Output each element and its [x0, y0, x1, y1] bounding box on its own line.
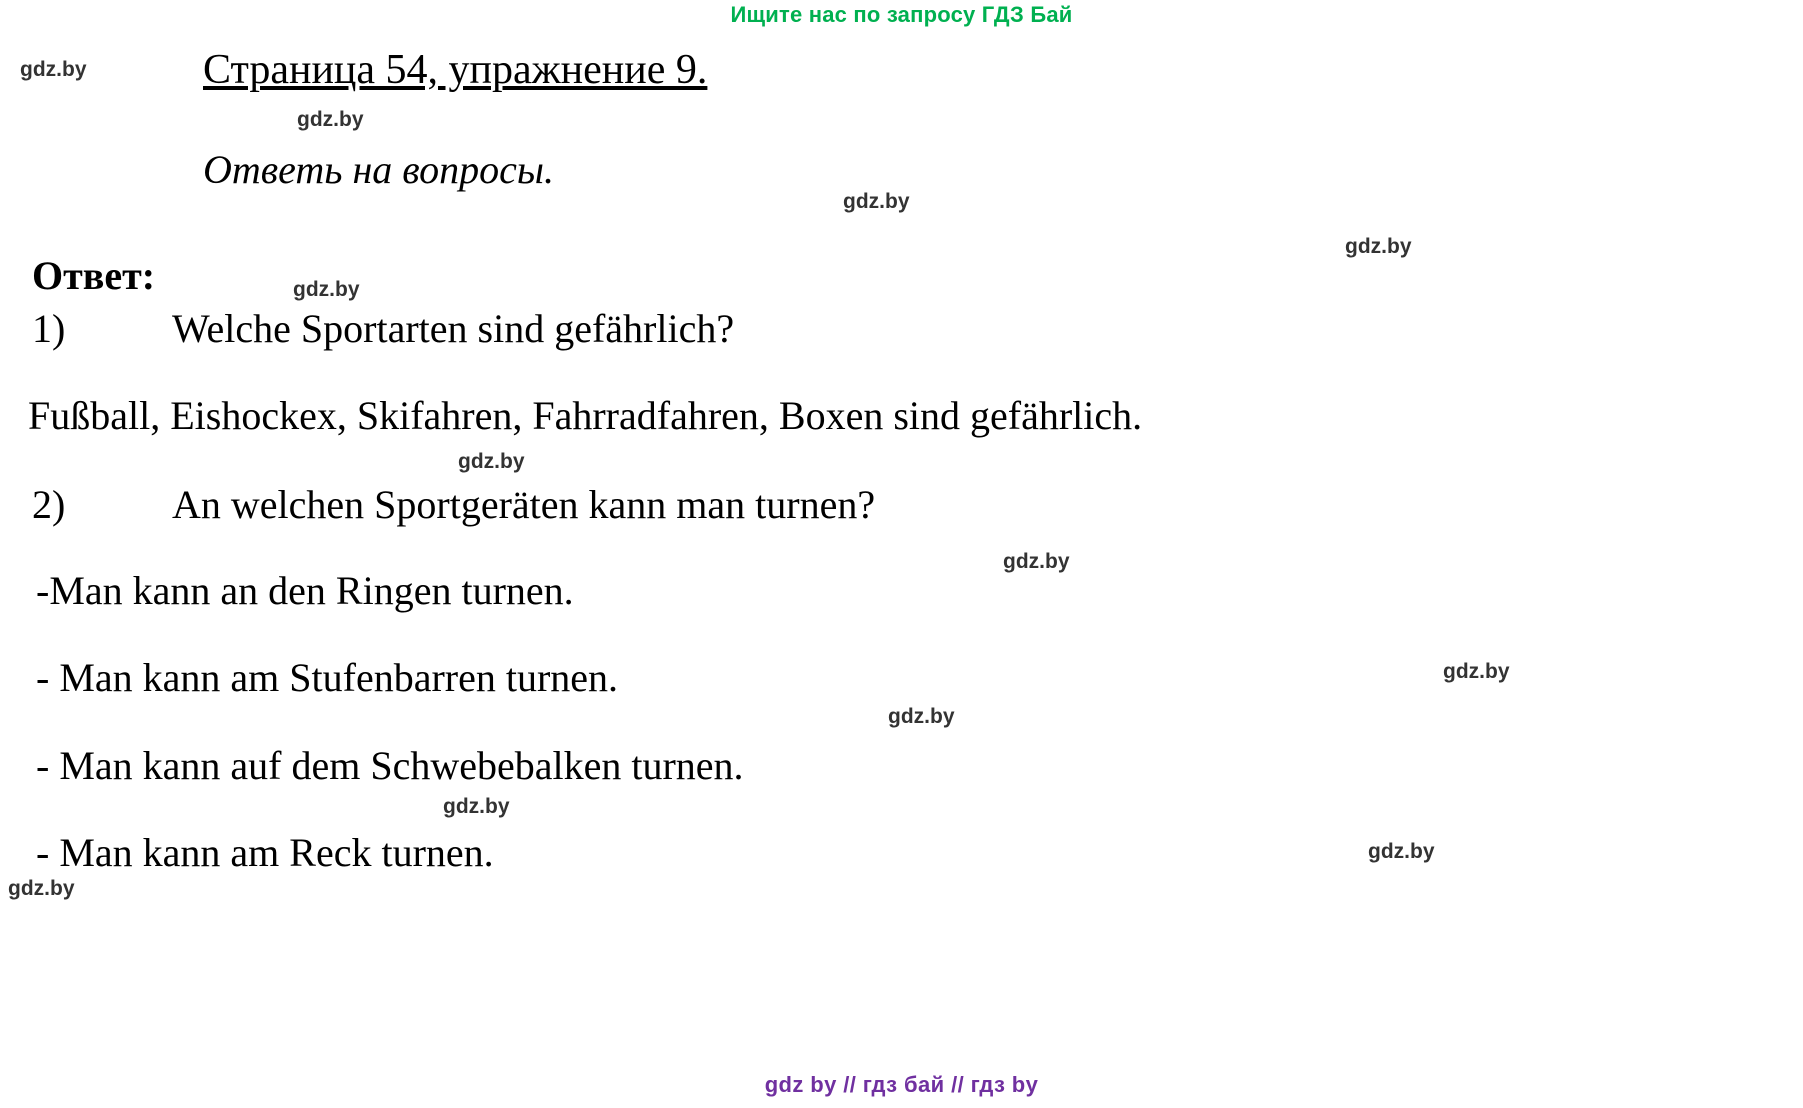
watermark-text: gdz.by	[1003, 550, 1070, 573]
watermark-text: gdz.by	[1443, 660, 1510, 683]
watermark-text: gdz.by	[888, 705, 955, 728]
task-instruction: Ответь на вопросы.	[203, 147, 554, 192]
watermark-text: gdz.by	[20, 58, 87, 81]
watermark-text: gdz.by	[1368, 840, 1435, 863]
watermark-text: gdz.by	[458, 450, 525, 473]
page-title: Страница 54, упражнение 9.	[203, 47, 708, 93]
answer-2-line-2: - Man kann am Stufenbarren turnen.	[36, 655, 619, 700]
watermark-text: gdz.by	[1345, 235, 1412, 258]
bottom-promo-footer: gdz by // гдз бай // гдз by	[764, 1072, 1039, 1097]
watermark-text: gdz.by	[293, 278, 360, 301]
watermark-text: gdz.by	[8, 877, 75, 900]
watermark-text: gdz.by	[443, 795, 510, 818]
answer-label: Ответ:	[32, 253, 156, 298]
answer-2-line-4: - Man kann am Reck turnen.	[36, 830, 494, 875]
answer-2-line-3: - Man kann auf dem Schwebebalken turnen.	[36, 743, 744, 788]
question-2-text: An welchen Sportgeräten kann man turnen?	[172, 482, 876, 527]
top-promo-banner: Ищите нас по запросу ГДЗ Бай	[730, 2, 1073, 27]
question-1-number: 1)	[32, 306, 66, 351]
watermark-text: gdz.by	[843, 190, 910, 213]
answer-1-text: Fußball, Eishockex, Skifahren, Fahrradfahren, Boxen sind gefährlich.	[28, 393, 1143, 438]
question-1-text: Welche Sportarten sind gefährlich?	[172, 306, 735, 351]
question-2-number: 2)	[32, 482, 66, 527]
answer-2-line-1: -Man kann an den Ringen turnen.	[36, 568, 574, 613]
watermark-text: gdz.by	[297, 108, 364, 131]
